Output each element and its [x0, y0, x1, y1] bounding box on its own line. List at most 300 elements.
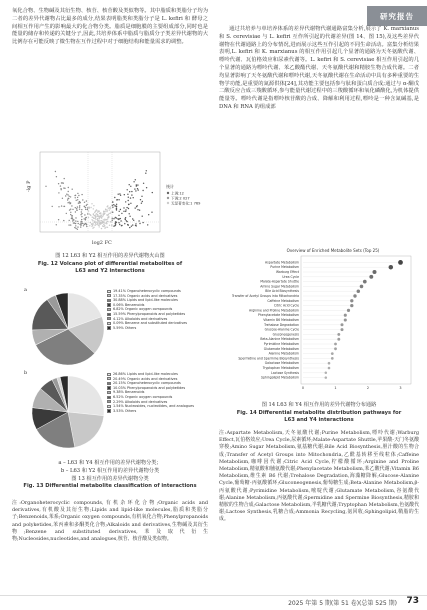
- legend-label: 3.53% Others: [113, 408, 137, 413]
- fig14-caption-cn: 图 14 L63 和 Y4 相互作用的差异代谢物分布通路: [261, 402, 377, 408]
- volcano-point: [81, 213, 82, 214]
- volcano-point: [119, 224, 120, 225]
- volcano-point: [77, 197, 78, 198]
- footer-rule: [0, 595, 427, 596]
- volcano-point: [106, 223, 107, 224]
- volcano-point: [83, 225, 84, 226]
- fig13-sub-b: b – L63 和 Y2 相互作用的差异代谢物分类: [60, 467, 160, 474]
- volcano-point: [70, 196, 71, 197]
- volcano-point: [79, 201, 80, 202]
- volcano-point: [72, 209, 73, 210]
- volcano-point: [77, 226, 78, 227]
- volcano-point: [80, 214, 81, 215]
- volcano-point: [112, 212, 113, 213]
- volcano-point: [115, 224, 116, 225]
- pie-chart-b: [28, 372, 108, 452]
- volcano-point: [130, 186, 131, 187]
- volcano-point: [110, 213, 111, 214]
- volcano-point: [95, 217, 96, 218]
- legend-swatch: [107, 299, 111, 302]
- volcano-point: [103, 211, 104, 212]
- volcano-point: [106, 211, 107, 212]
- volcano-point: [79, 205, 80, 206]
- volcano-point: [109, 207, 110, 208]
- volcano-point: [99, 224, 100, 225]
- volcano-point: [70, 203, 71, 204]
- pathway-dot: [373, 270, 377, 274]
- volcano-point: [103, 224, 104, 225]
- volcano-point: [104, 228, 105, 229]
- volcano-point: [103, 213, 104, 214]
- volcano-point: [136, 184, 137, 185]
- volcano-point: [86, 205, 87, 206]
- volcano-point: [109, 225, 110, 226]
- pathway-label: Alanine Metabolism: [268, 351, 299, 356]
- volcano-point: [113, 204, 114, 205]
- pathway-label: Phenylacetate Metabolism: [258, 313, 299, 318]
- volcano-point: [69, 196, 70, 197]
- pathway-label: Lactose Synthesis: [271, 370, 299, 375]
- pathway-dot: [334, 343, 337, 346]
- legend-swatch: [107, 382, 111, 385]
- volcano-point: [75, 225, 76, 226]
- volcano-point: [75, 220, 76, 221]
- volcano-point: [152, 192, 153, 193]
- volcano-point: [139, 210, 140, 211]
- volcano-point: [132, 218, 133, 219]
- volcano-point: [103, 219, 104, 220]
- volcano-point: [147, 224, 148, 225]
- volcano-point: [125, 201, 126, 202]
- volcano-point: [81, 216, 82, 217]
- legend-swatch: [107, 373, 111, 376]
- volcano-point: [102, 225, 103, 226]
- fig14-caption: [219, 402, 419, 425]
- volcano-point: [142, 190, 143, 191]
- volcano-point: [112, 205, 113, 206]
- legend-label: 1.54% Nucleosides, nucleotides, and analogues: [113, 404, 194, 409]
- volcano-point: [64, 178, 65, 179]
- volcano-point: [135, 207, 136, 208]
- volcano-point: [115, 221, 116, 222]
- pathway-label: Vitamin B6 Metabolism: [263, 318, 299, 322]
- volcano-point: [67, 202, 68, 203]
- pathway-label: Citric Acid Cycle: [273, 303, 299, 308]
- volcano-point: [63, 187, 64, 188]
- paragraph: 通过共培养与单培养体系的差异代谢物代谢通路富集分析,展示了 K. marxianus 和 S. cerevisiae 与 L. kefiri 互作所引起的代谢差异(图 14、图 15),及这些差异代谢物在代谢通路上的分布情况,进而展示这些互作引起的不同生命活动。富集分析结果表明,L. kefiri 和 K. marxianus 的相互作用引起几个显著的通路为天冬氨酸代谢、嘌呤代谢、瓦伯格效应和尿素代谢等。L. kefiri 和 S. cerevisiae 相互作用引起的几个显著的通路为嘌呤代谢、苯乙酸酯代谢、天冬氨酸代谢和精胺生物合成代谢。二者均显著影响了天冬氨酸代谢和嘌呤代谢,天冬氨酸代谢在生命活动中具有多种重要的生物学功能,是重要的氮源供体[24],其功能主要包括参与肽和蛋白质合成;通过与 α-酮戊二酸反应合成三羧酸循环,参与能量代谢过程中的三羧酸循环和氧化磷酸化,为机体提供能量等。嘌呤代谢是指嘌呤核苷酸的合成、降解和利用过程,嘌呤是一种含氮碱基,是 DNA 和 RNA 的组成部: [219, 26, 419, 110]
- pathway-dot: [341, 328, 344, 331]
- volcano-point: [68, 198, 69, 199]
- volcano-point: [118, 222, 119, 223]
- volcano-point: [96, 222, 97, 223]
- volcano-point: [116, 204, 117, 205]
- volcano-point: [133, 181, 134, 182]
- legend-swatch: [107, 326, 111, 329]
- volcano-point: [94, 225, 95, 226]
- volcano-point: [70, 214, 71, 215]
- volcano-point: [151, 212, 152, 213]
- volcano-legend-title: 统计: [166, 184, 174, 189]
- legend-swatch: [107, 290, 111, 293]
- section-tag-label: 研究报告: [380, 11, 414, 21]
- volcano-point: [78, 223, 79, 224]
- volcano-point: [124, 223, 125, 224]
- volcano-point: [80, 226, 81, 227]
- legend-label: 10.03% Phenylpropanoids and polyketides: [113, 385, 186, 390]
- volcano-point: [111, 224, 112, 225]
- volcano-point: [61, 189, 62, 190]
- pathway-dot: [350, 299, 353, 302]
- pathway-dot: [344, 314, 347, 317]
- pathway-label: Bile Acid Biosynthesis: [265, 289, 299, 294]
- volcano-point: [137, 205, 138, 206]
- pathway-dot: [344, 318, 347, 321]
- legend-swatch: [107, 294, 111, 297]
- legend-swatch: [107, 405, 111, 408]
- volcano-point: [129, 213, 130, 214]
- volcano-point: [89, 207, 90, 208]
- legend-swatch: [107, 409, 111, 412]
- volcano-point: [55, 171, 56, 172]
- volcano-point: [146, 187, 147, 188]
- volcano-point: [93, 205, 94, 206]
- volcano-point: [133, 220, 134, 221]
- panel-letter-a: a: [24, 287, 27, 293]
- pathway-label: Spermidine and Spermine Biosynthesis: [238, 356, 299, 361]
- volcano-point: [76, 210, 77, 211]
- legend-label: 9.38% Benzenoids: [113, 390, 145, 395]
- pathway-dot: [331, 357, 334, 360]
- volcano-ylabel: -lg P: [26, 180, 32, 192]
- volcano-point: [115, 205, 116, 206]
- volcano-point: [93, 227, 94, 228]
- volcano-point: [99, 218, 100, 219]
- volcano-point: [66, 213, 67, 214]
- pathway-dot: [353, 294, 356, 297]
- volcano-point: [108, 214, 109, 215]
- legend-swatch: [107, 322, 111, 325]
- legend-label: 17.35% Organic acids and derivatives: [113, 293, 178, 298]
- pathway-label: Glucose-Alanine Cycle: [264, 327, 299, 332]
- volcano-point: [105, 227, 106, 228]
- volcano-point: [79, 224, 80, 225]
- volcano-point: [89, 225, 90, 226]
- volcano-point: [137, 184, 138, 185]
- volcano-point: [82, 199, 83, 200]
- pathway-label: Arginine and Proline Metabolism: [249, 308, 299, 313]
- volcano-point: [106, 214, 107, 215]
- legend-swatch: [107, 308, 111, 311]
- paragraph: 氧化合物、生物碱及其衍生物、核苷、核苷酸及类似物等。其中脂质和类脂分子均为二者的差异代谢物占比最多的成分,结果表明脂类和类脂分子是 L. kefiri 和 酵母之间相互作用产生的影响最大的化合物分类。脂质是细胞膜的主要组成部分,同时也是能量的储存和传递的关键分子,因此,共培养体系中脂质与脂质分子类差异代谢物的大比例存在可能反映了微生物在互作过程中对于细胞结构和能量需求的调整。: [12, 8, 208, 46]
- volcano-point: [84, 206, 85, 207]
- volcano-point: [126, 220, 127, 221]
- pathway-dot: [369, 275, 373, 279]
- volcano-point: [75, 197, 76, 198]
- volcano-point: [94, 215, 95, 216]
- pathway-label: Tryptophan Metabolism: [262, 366, 299, 370]
- volcano-point: [117, 199, 118, 200]
- volcano-point: [141, 196, 142, 197]
- volcano-point: [69, 209, 70, 210]
- left-footnote: [12, 500, 208, 543]
- volcano-point: [101, 220, 102, 221]
- pathway-dot: [334, 347, 337, 350]
- volcano-point: [135, 223, 136, 224]
- footer-issue: 2025 年第 5 期(第 51 卷)(总第 525 期): [288, 600, 397, 607]
- volcano-point: [94, 212, 95, 213]
- pathway-label: Glutamate Metabolism: [263, 346, 299, 351]
- legend-swatch: [107, 391, 111, 394]
- axis-tick-label: 2: [366, 386, 370, 390]
- pathway-label: Sphingolipid Metabolism: [261, 375, 299, 380]
- volcano-point: [79, 209, 80, 210]
- volcano-point: [64, 206, 65, 207]
- pathway-label: Caffeine Metabolism: [267, 298, 299, 303]
- volcano-point: [129, 216, 130, 217]
- volcano-point: [77, 206, 78, 207]
- pathway-label: Transfer of Acetyl Groups into Mitochondria: [231, 294, 299, 298]
- volcano-point: [88, 217, 89, 218]
- volcano-point: [99, 220, 100, 221]
- volcano-point: [99, 226, 100, 227]
- pathway-dot: [398, 260, 403, 265]
- volcano-point: [120, 218, 121, 219]
- volcano-point: [138, 189, 139, 190]
- pathway-label: Amino Sugar Metabolism: [260, 284, 299, 289]
- pathway-label: Warburg Effect: [275, 270, 299, 274]
- volcano-point: [121, 213, 122, 214]
- volcano-point: [112, 207, 113, 208]
- volcano-point: [140, 199, 141, 200]
- volcano-point: [70, 224, 71, 225]
- pie-panel-b: [22, 368, 207, 456]
- pathway-label: Purine Metabolism: [270, 265, 299, 270]
- pie-slice: [68, 376, 104, 416]
- pathway-label: Trehalose Degradation: [264, 322, 299, 327]
- volcano-point: [93, 223, 94, 224]
- volcano-point: [72, 220, 73, 221]
- volcano-point: [131, 194, 132, 195]
- volcano-point: [72, 189, 73, 190]
- volcano-point: [62, 182, 63, 183]
- fig12-caption-en-1: Fig. 12 Volcano plot of differential metabolites of: [37, 260, 183, 267]
- volcano-point: [118, 194, 119, 195]
- dot-plot-title: Overview of Enriched Metabolite Sets (Top 25): [286, 248, 380, 253]
- volcano-point: [72, 215, 73, 216]
- volcano-point: [111, 211, 112, 212]
- volcano-point: [128, 197, 129, 198]
- volcano-point: [90, 207, 91, 208]
- volcano-point: [120, 220, 121, 221]
- volcano-point: [135, 190, 136, 191]
- volcano-point: [71, 217, 72, 218]
- axis-tick-label: 0: [301, 386, 305, 390]
- legend-swatch: [107, 317, 111, 320]
- volcano-point: [86, 200, 87, 201]
- volcano-point: [68, 187, 69, 188]
- volcano-point: [113, 218, 114, 219]
- volcano-point: [141, 203, 142, 204]
- pie-chart-a: [28, 289, 108, 369]
- legend-swatch: [107, 313, 111, 316]
- volcano-point: [91, 223, 92, 224]
- volcano-point: [107, 217, 108, 218]
- volcano-point: [130, 203, 131, 204]
- pathway-label: Malate-Aspartate Shuttle: [260, 279, 299, 284]
- volcano-point: [128, 204, 129, 205]
- volcano-point: [97, 212, 98, 213]
- volcano-point: [120, 209, 121, 210]
- volcano-point: [61, 205, 62, 206]
- volcano-point: [100, 215, 101, 216]
- legend-swatch: [107, 396, 111, 399]
- fig12-caption-en-2: L63 and Y2 interactions: [75, 268, 145, 275]
- volcano-point: [120, 195, 121, 196]
- volcano-point: [128, 200, 129, 201]
- volcano-point: [99, 211, 100, 212]
- volcano-plot: [20, 150, 205, 250]
- volcano-point: [75, 211, 76, 212]
- volcano-xlabel: log2 FC: [92, 240, 112, 246]
- volcano-point: [118, 199, 119, 200]
- volcano-point: [97, 220, 98, 221]
- pathway-label: Galactose Metabolism: [264, 361, 299, 366]
- legend-swatch: [107, 303, 111, 306]
- dot-plot: [223, 246, 419, 396]
- volcano-point: [107, 227, 108, 228]
- pathway-dot: [350, 304, 353, 307]
- volcano-point: [126, 207, 127, 208]
- volcano-point: [75, 228, 76, 229]
- legend-label: 26.86% Lipids and lipid-like molecules: [113, 372, 178, 376]
- pathway-label: Urea Cycle: [282, 274, 299, 279]
- volcano-point: [73, 219, 74, 220]
- volcano-point: [106, 219, 107, 220]
- volcano-point: [104, 220, 105, 221]
- legend-entry: [107, 409, 194, 414]
- pathway-dot: [363, 280, 367, 284]
- volcano-point: [119, 193, 120, 194]
- pathway-dot: [325, 372, 328, 375]
- volcano-point: [124, 194, 125, 195]
- volcano-point: [125, 219, 126, 220]
- volcano-point: [148, 214, 149, 215]
- volcano-legend-ns: 无显著变化:1 769: [171, 201, 201, 206]
- pathway-dot: [331, 352, 334, 355]
- legend-label: 15.59% Phenylpropanoids and polyketides: [113, 311, 186, 316]
- volcano-point: [129, 191, 130, 192]
- legend-label: 19.41% Organoheterocyclic compounds: [113, 289, 181, 293]
- pie-legend-b: [107, 372, 194, 413]
- volcano-point: [58, 219, 59, 220]
- volcano-point: [77, 193, 78, 194]
- volcano-point: [127, 224, 128, 225]
- pathway-label: Pyrimidine Metabolism: [263, 342, 299, 346]
- volcano-point: [93, 208, 94, 209]
- legend-label: 5.59% Others: [113, 325, 137, 330]
- volcano-point: [65, 195, 66, 196]
- volcano-point: [84, 202, 85, 203]
- volcano-point: [123, 207, 124, 208]
- pathway-dot: [328, 362, 331, 365]
- volcano-point: [69, 202, 70, 203]
- volcano-point: [135, 179, 136, 180]
- volcano-point: [97, 215, 98, 216]
- footnote-text: 注:Aspartate Metabolism,天冬氨酸代谢;Purine Metabolism,嘌呤代谢;Warburg Effect,瓦伯格效应;Urea Cycle,尿素循环;Malate-Aspartate Shuttle,苹果酸-天门冬氨酸穿梭;Amino Sugar Metabolism,氨基糖代谢;Bile Acid Biosynthesis,胆汁酸的生物合成;Transfer of Acetyl Groups into Mitochondria,乙酰基转移至线粒体;Caffeine Metabolism,咖啡因代谢;Citric Acid Cycle,柠檬酸循环;Arginine and Proline Metabolism,精氨酸和脯氨酸代谢;Phenylacetate Metabolism,苯乙酸代谢;Vitamin B6 Metabolism,维生素 B6 代谢;Trehalose Degradation,海藻糖降解;Glucose-Alanine Cycle,葡萄糖-丙氨酸循环;Gluconeogenesis,葡萄糖生成;Beta-Alanine Metabolism,β-丙氨酸代谢;Pyrimidine Metabolism,嘧啶代谢;Glutamate Metabolism,谷氨酸代谢;Alanine Metabolism,丙氨酸代谢;Spermidine and Spermine Biosynthesis,精胺和精胺的生物合成;Galactose Metabolism,半乳糖代谢;Tryptophan Metabolism,色氨酸代谢;Lactose Synthesis,乳糖合成;Ammonia Recycling,氨回收;Sphingolipid,鞘脂的生成。: [219, 430, 419, 523]
- volcano-point: [56, 224, 57, 225]
- volcano-point: [109, 209, 110, 210]
- volcano-point: [142, 216, 143, 217]
- volcano-point: [137, 209, 138, 210]
- volcano-point: [138, 220, 139, 221]
- volcano-point: [109, 213, 110, 214]
- volcano-point: [68, 191, 69, 192]
- volcano-point: [68, 224, 69, 225]
- pathway-dot: [347, 309, 350, 312]
- volcano-point: [61, 182, 62, 183]
- volcano-point: [83, 223, 84, 224]
- volcano-point: [116, 208, 117, 209]
- volcano-point: [104, 223, 105, 224]
- volcano-point: [86, 217, 87, 218]
- volcano-point: [85, 209, 86, 210]
- volcano-point: [145, 173, 146, 174]
- fig13-caption-en: Fig. 13 Differential metabolite classification of interactions: [23, 483, 197, 490]
- volcano-point: [93, 213, 94, 214]
- volcano-point: [84, 218, 85, 219]
- volcano-point: [139, 223, 140, 224]
- volcano-point: [101, 216, 102, 217]
- volcano-point: [112, 220, 113, 221]
- volcano-point: [95, 219, 96, 220]
- volcano-point: [137, 188, 138, 189]
- volcano-point: [67, 199, 68, 200]
- volcano-point: [75, 207, 76, 208]
- volcano-point: [90, 214, 91, 215]
- volcano-point: [114, 197, 115, 198]
- volcano-point: [130, 197, 131, 198]
- volcano-point: [78, 203, 79, 204]
- pathway-dot: [360, 285, 364, 289]
- legend-swatch: [107, 400, 111, 403]
- left-top-text: [12, 8, 208, 47]
- volcano-point: [119, 211, 120, 212]
- volcano-point: [121, 225, 122, 226]
- volcano-point: [84, 214, 85, 215]
- volcano-point: [94, 218, 95, 219]
- pathway-dot: [328, 367, 331, 370]
- volcano-point: [79, 207, 80, 208]
- pathway-label: Aspartate Metabolism: [265, 260, 299, 265]
- volcano-point: [112, 218, 113, 219]
- fig12-caption: [12, 253, 208, 276]
- volcano-point: [143, 183, 144, 184]
- pie-panel-a: [22, 285, 207, 373]
- legend-swatch: [107, 377, 111, 380]
- volcano-point: [123, 211, 124, 212]
- volcano-point: [67, 194, 68, 195]
- volcano-point: [101, 228, 102, 229]
- footnote-text: 注:Organoheterocyclic compounds,有机杂环化合物;Organic acids and derivatives,有机酸及其衍生物;Lipids and lipid-like molecules,脂质和类脂分子;Benzenoids,苯系;Organic oxygen compounds,有机氧化合物;Phenylpropanoids and polyketides,苯丙素和多酮类化合物;Alkaloids and derivatives,生物碱及其衍生物;Benzene and substituted derivatives,苯及取代衍生物;Nucleosides,nucleotides,and analogues,核苷、核苷酸及类似物。: [12, 500, 208, 543]
- volcano-point: [92, 220, 93, 221]
- volcano-point: [110, 221, 111, 222]
- volcano-legend: [166, 183, 201, 205]
- volcano-point: [66, 194, 67, 195]
- volcano-point: [60, 185, 61, 186]
- volcano-point: [115, 223, 116, 224]
- volcano-point: [135, 225, 136, 226]
- volcano-point: [58, 192, 59, 193]
